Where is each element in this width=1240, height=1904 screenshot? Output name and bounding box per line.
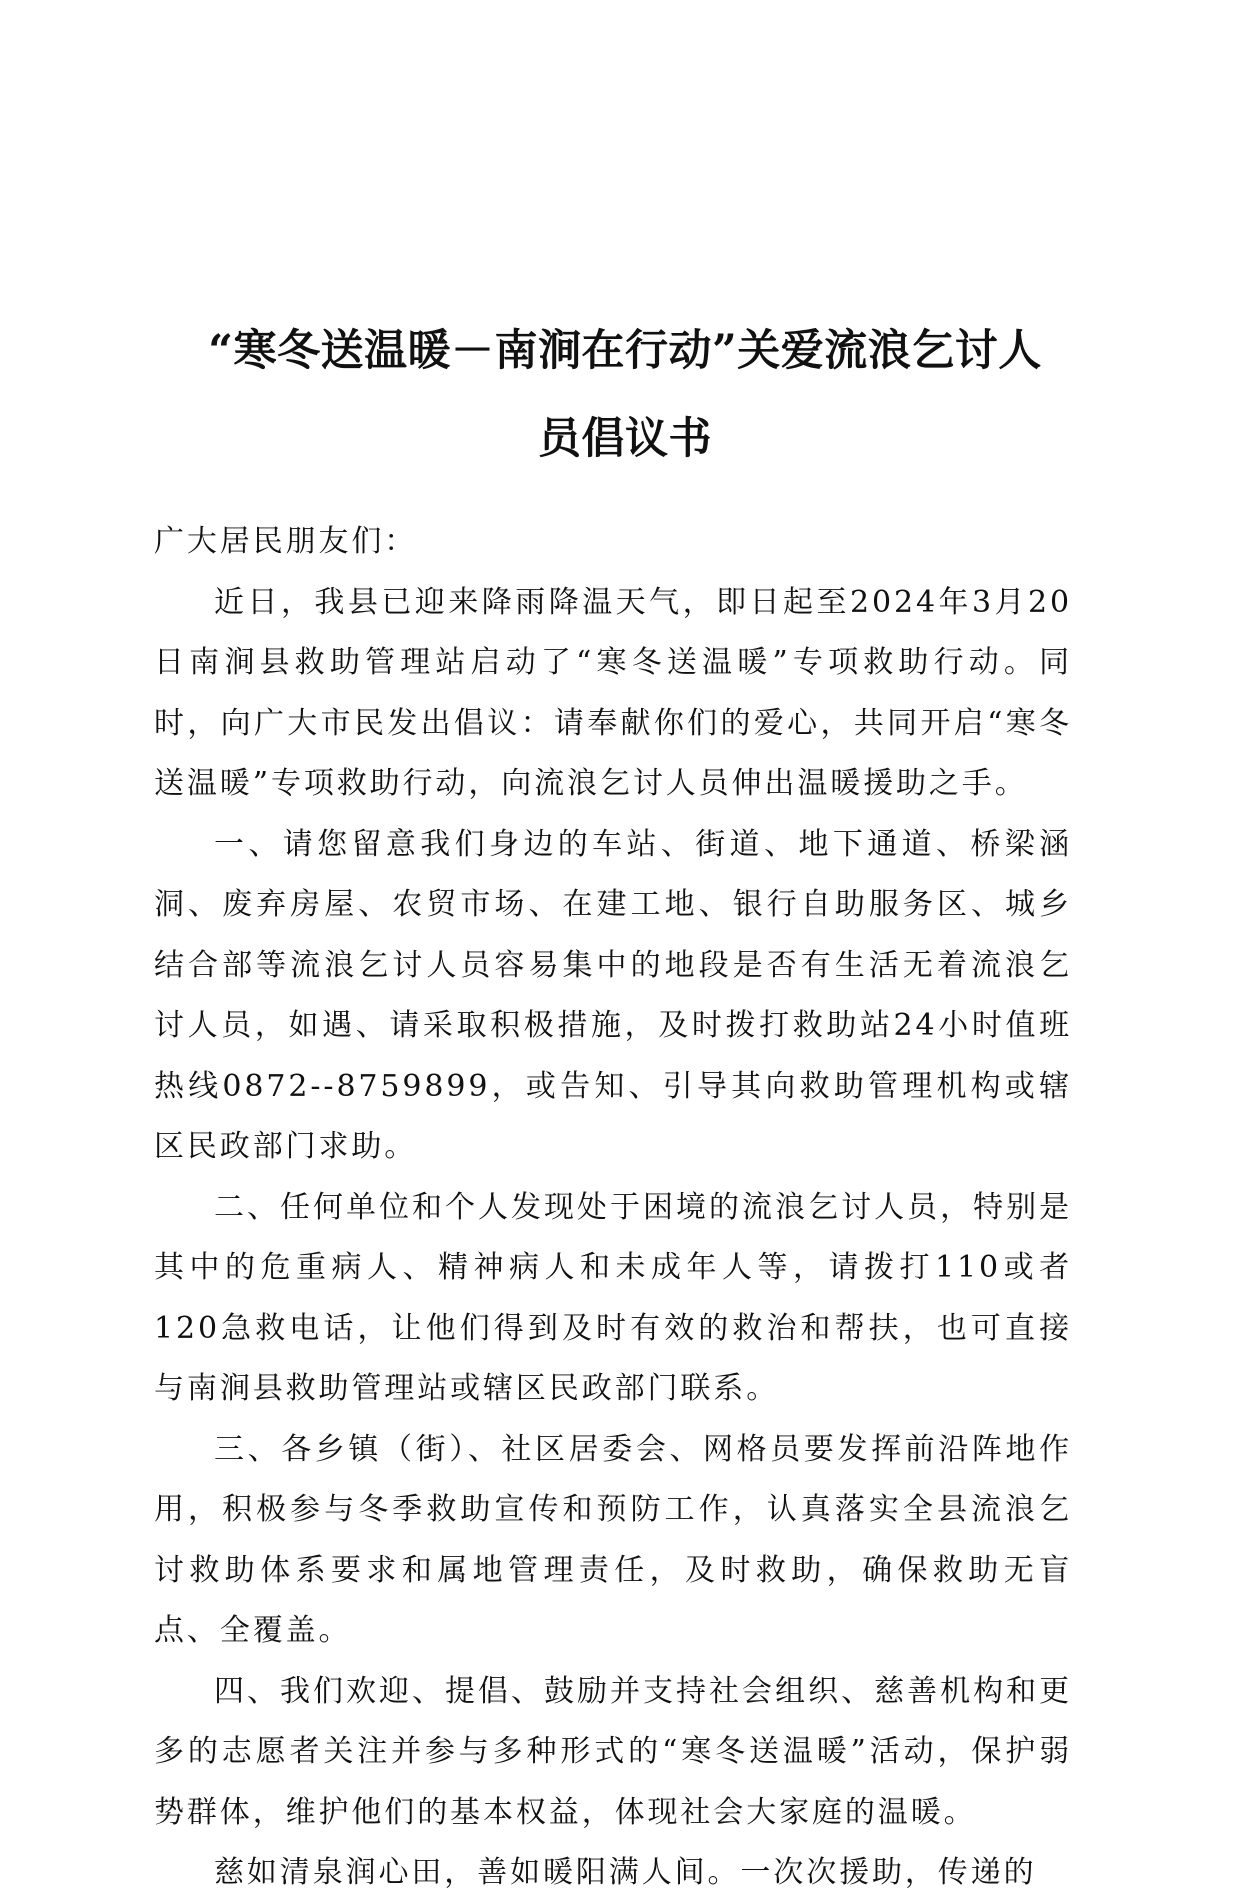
title-line-2: 员倡议书 [538,414,712,464]
paragraph-closing: 慈如清泉润心田，善如暖阳满人间。一次次援助，传递的 [214,1855,1037,1890]
paragraph-intro: 近日，我县已迎来降雨降温天气，即日起至2024年3月20日南涧县救助管理站启动了“寒冬送温暖”专项救助行动。同时，向广大市民发出倡议：请奉献你们的爱心，共同开启“寒冬送温暖”专项救助行动，向流浪乞讨人员伸出温暖援助之手。 [154,584,1072,801]
paragraph-item-2: 二、任何单位和个人发现处于困境的流浪乞讨人员，特别是其中的危重病人、精神病人和未成年人等，请拨打110或者120急救电话，让他们得到及时有效的救治和帮扶，也可直接与南涧县救助管理站或辖区民政部门联系。 [154,1189,1072,1406]
paragraph-item-1: 一、请您留意我们身边的车站、街道、地下通道、桥梁涵洞、废弃房屋、农贸市场、在建工地、银行自助服务区、城乡结合部等流浪乞讨人员容易集中的地段是否有生活无着流浪乞讨人员，如遇、请采取积极措施，及时拨打救助站24小时值班热线0872--8759899，或告知、引导其向救助管理机构或辖区民政部门求助。 [154,826,1072,1164]
document-title [150,307,1100,483]
paragraph-item-4: 四、我们欢迎、提倡、鼓励并支持社会组织、慈善机构和更多的志愿者关注并参与多种形式的“寒冬送温暖”活动，保护弱势群体，维护他们的基本权益，体现社会大家庭的温暖。 [154,1673,1072,1830]
title-line-1: “寒冬送温暖－南涧在行动”关爱流浪乞讨人 [208,326,1042,376]
document-body [154,512,1072,1904]
salutation: 广大居民朋友们： [154,524,418,559]
paragraph-item-3: 三、各乡镇（街）、社区居委会、网格员要发挥前沿阵地作用，积极参与冬季救助宣传和预防工作，认真落实全县流浪乞讨救助体系要求和属地管理责任，及时救助，确保救助无盲点、全覆盖。 [154,1431,1072,1648]
